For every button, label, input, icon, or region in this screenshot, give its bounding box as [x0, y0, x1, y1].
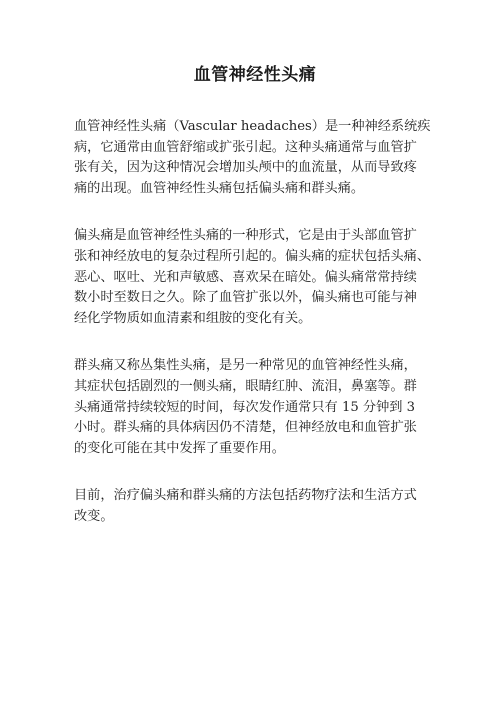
- paragraph-line: 数小时至数日之久。除了血管扩张以外，偏头痛也可能与神: [74, 290, 417, 306]
- paragraph-line: 群头痛又称丛集性头痛，是另一种常见的血管神经性头痛，: [74, 358, 417, 374]
- paragraph-cluster-headache: [74, 356, 436, 459]
- paragraph-line: 改变。: [74, 508, 114, 524]
- paragraph-line: 血管神经性头痛（Vascular headaches）是一种神经系统疾: [74, 119, 431, 134]
- paragraph-line: 痛的出现。血管神经性头痛包括偏头痛和群头痛。: [74, 180, 365, 196]
- paragraph-line: 偏头痛是血管神经性头痛的一种形式，它是由于头部血管扩: [74, 228, 417, 244]
- paragraph-intro: [74, 117, 436, 199]
- paragraph-line: 目前，治疗偏头痛和群头痛的方法包括药物疗法和生活方式: [74, 488, 417, 504]
- paragraph-migraine: [74, 226, 436, 329]
- paragraph-line: 经化学物质如血清素和组胺的变化有关。: [74, 310, 312, 326]
- paragraph-line: 张有关，因为这种情况会增加头颅中的血流量，从而导致疼: [74, 160, 417, 176]
- paragraph-line: 小时。群头痛的具体病因仍不清楚，但神经放电和血管扩张: [74, 420, 417, 436]
- paragraph-line: 恶心、呕吐、光和声敏感、喜欢呆在暗处。偏头痛常常持续: [74, 269, 417, 285]
- paragraph-line: 其症状包括剧烈的一侧头痛，眼睛红肿、流泪，鼻塞等。群: [74, 378, 417, 394]
- paragraph-line: 的变化可能在其中发挥了重要作用。: [74, 440, 285, 456]
- paragraph-treatment: [74, 486, 436, 527]
- paragraph-line: 头痛通常持续较短的时间，每次发作通常只有 15 分钟到 3: [74, 399, 416, 415]
- paragraph-line: 张和神经放电的复杂过程所引起的。偏头痛的症状包括头痛、: [74, 248, 431, 264]
- document-title: 血管神经性头痛: [193, 65, 317, 85]
- paragraph-line: 病，它通常由血管舒缩或扩张引起。这种头痛通常与血管扩: [74, 139, 417, 155]
